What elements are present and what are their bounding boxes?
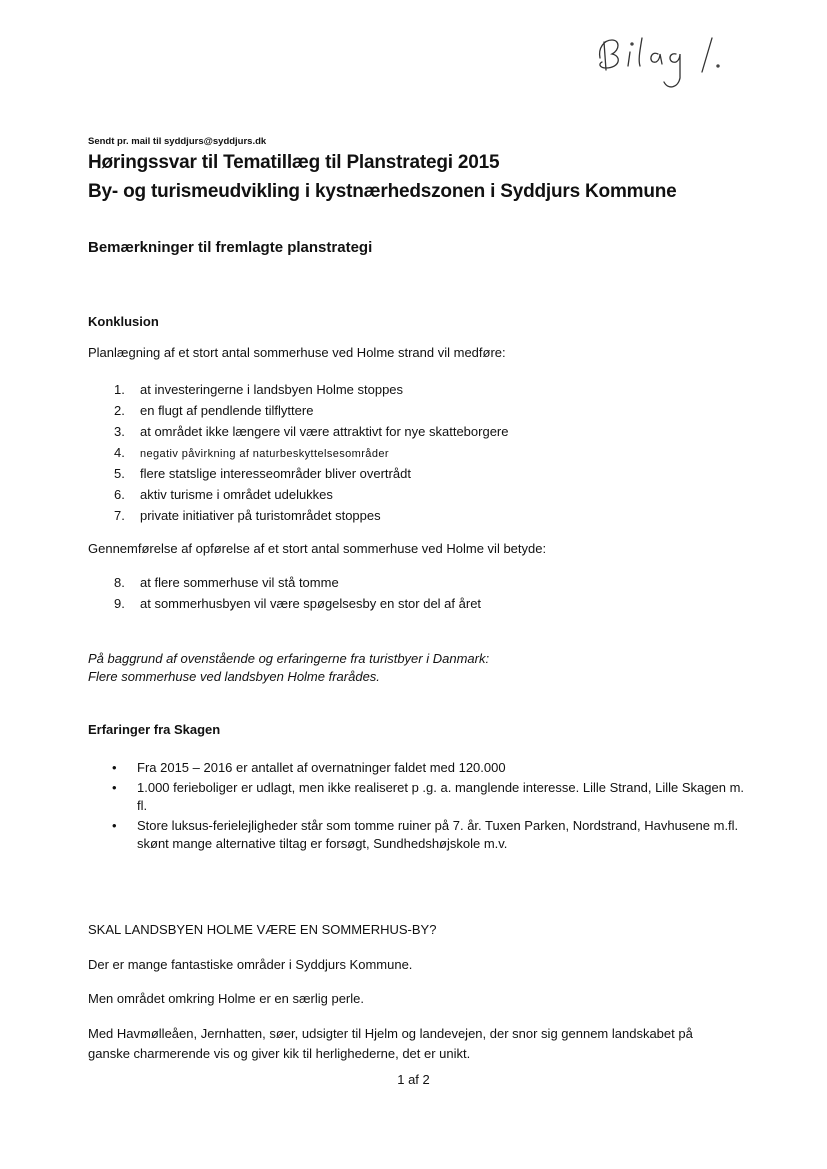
document-subtitle-line: By- og turismeudvikling i kystnærhedszonen i Syddjurs Kommune — [88, 181, 677, 202]
page-number: 1 af 2 — [397, 1072, 430, 1087]
conclusion-heading: Konklusion — [88, 314, 159, 329]
list-item: 9. at sommerhusbyen vil være spøgelsesby en stor del af året — [114, 596, 482, 611]
conclusion-intro: Planlægning af et stort antal sommerhuse ved Holme strand vil medføre: — [88, 345, 506, 360]
document-title: Høringssvar til Tematillæg til Planstrategi 2015 — [88, 152, 500, 173]
list-item: • Fra 2015 – 2016 er antallet af overnatninger faldet med 120.000 — [112, 760, 506, 775]
conclusion-recommendation: Flere sommerhuse ved landsbyen Holme frarådes. — [88, 669, 380, 684]
paragraph: Med Havmølleåen, Jernhatten, søer, udsigter til Hjelm og landevejen, der snor sig gennem landskabet på — [88, 1026, 693, 1041]
skagen-bullet-list — [112, 759, 752, 855]
conclusion-intro-2: Gennemførelse af opførelse af et stort antal sommerhuse ved Holme vil betyde: — [88, 541, 547, 556]
consequence-list — [114, 379, 509, 526]
list-item: 5. flere statslige interesseområder bliver overtrådt — [114, 466, 411, 481]
list-item: 6. aktiv turisme i området udelukkes — [114, 487, 333, 502]
list-item: • 1.000 ferieboliger er udlagt, men ikke realiseret p .g. a. manglende interesse. Lille Strand, Lille Skagen m. fl. — [112, 780, 745, 813]
handwritten-annotation — [590, 18, 740, 98]
list-item: • Store luksus-ferielejligheder står som tomme ruiner på 7. år. Tuxen Parken, Nordstrand, Havhusene m.fl. skønt mange alternative tiltag er forsøgt, Sundhedshøjskole m.v. — [112, 818, 739, 851]
list-item: 8. at flere sommerhuse vil stå tomme — [114, 575, 339, 590]
list-item: 1. at investeringerne i landsbyen Holme stoppes — [114, 382, 404, 397]
list-item: 2. en flugt af pendlende tilflyttere — [114, 403, 314, 418]
list-item: 4. negativ påvirkning af naturbeskyttelsesområder — [114, 445, 389, 460]
paragraph: Men området omkring Holme er en særlig perle. — [88, 991, 364, 1006]
paragraph: Der er mange fantastiske områder i Syddjurs Kommune. — [88, 957, 413, 972]
paragraph-continuation: ganske charmerende vis og giver kik til herlighederne, det er unikt. — [88, 1046, 471, 1061]
bullet-icon: • — [112, 780, 117, 795]
list-item: 3. at området ikke længere vil være attraktivt for nye skatteborgere — [114, 424, 509, 439]
bullet-icon: • — [112, 818, 117, 833]
section-question: SKAL LANDSBYEN HOLME VÆRE EN SOMMERHUS-BY? — [88, 922, 437, 937]
sent-by-mail-line: Sendt pr. mail til syddjurs@syddjurs.dk — [88, 136, 267, 147]
section-subtitle: Bemærkninger til fremlagte planstrategi — [88, 239, 373, 256]
bullet-icon: • — [112, 760, 117, 775]
list-item: 7. private initiativer på turistområdet stoppes — [114, 508, 381, 523]
consequence-list-2 — [114, 572, 481, 614]
skagen-heading: Erfaringer fra Skagen — [88, 722, 221, 737]
conclusion-italic-line: På baggrund af ovenstående og erfaringerne fra turistbyer i Danmark: — [88, 651, 490, 666]
